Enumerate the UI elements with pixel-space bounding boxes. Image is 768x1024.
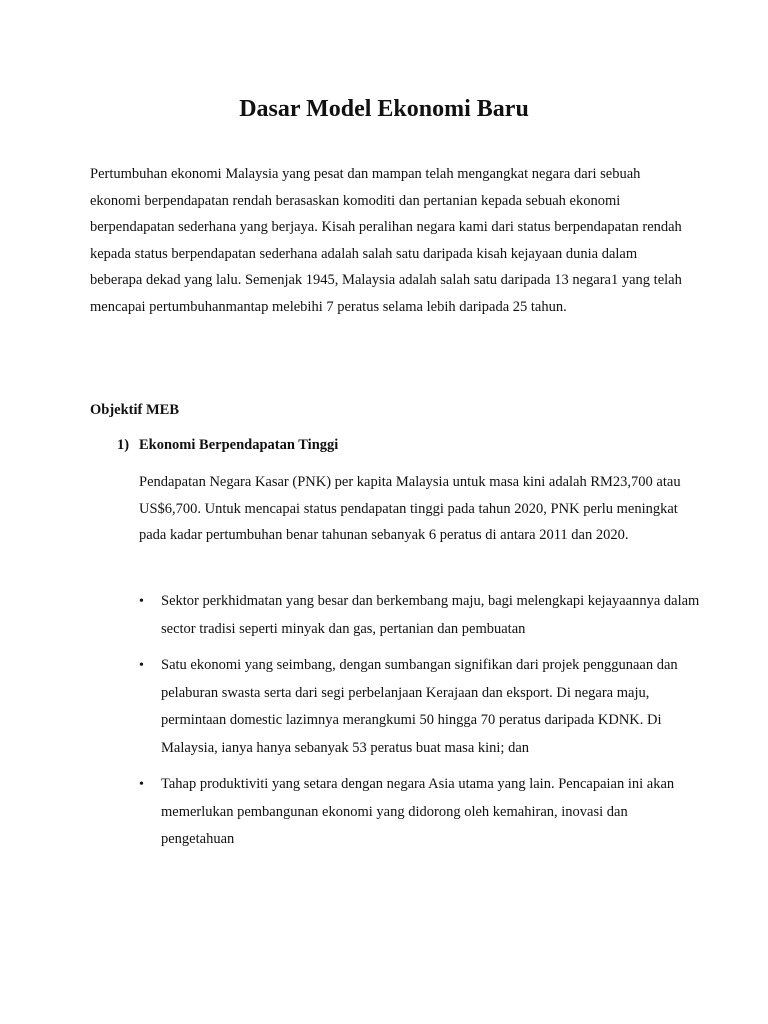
document-title: Dasar Model Ekonomi Baru [239, 96, 529, 122]
intro-paragraph: Pertumbuhan ekonomi Malaysia yang pesat dan mampan telah mengangkat negara dari sebuah ekonomi berpendapatan rendah berasaskan komoditi dan pertanian kepada sebuah ekonomi berpendapatan sederhana yang berjaya. Kisah peralihan negara kami dari status berpendapatan rendah kepada status berpendapatan sederhana adalah salah satu daripada kisah kejayaan dunia dalam beberapa dekad yang lalu. Semenjak 1945, Malaysia adalah salah satu daripada 13 negara1 yang telah mencapai pertumbuhanmantap melebihi 7 peratus selama lebih daripada 25 tahun. [90, 166, 682, 315]
objective-heading [117, 432, 338, 458]
list-item-text: Sektor perkhidmatan yang besar dan berkembang maju, bagi melengkapi kejayaannya dalam sector tradisi seperti minyak dan gas, pertanian dan pembuatan [161, 593, 700, 637]
section-heading: Objektif MEB [90, 402, 180, 418]
list-item-text: Tahap produktiviti yang setara dengan negara Asia utama yang lain. Pencapaian ini akan memerlukan pembangunan ekonomi yang didorong oleh kemahiran, inovasi dan pengetahuan [161, 776, 675, 847]
objective-number: 1) [117, 437, 130, 453]
bullet-icon: • [139, 594, 144, 609]
bullet-icon: • [139, 658, 144, 673]
objective-paragraph: Pendapatan Negara Kasar (PNK) per kapita Malaysia untuk masa kini adalah RM23,700 atau US$6,700. Untuk mencapai status pendapatan tinggi pada tahun 2020, PNK perlu meningkat pada kadar pertumbuhan benar tahunan sebanyak 6 peratus di antara 2011 dan 2020. [139, 474, 681, 544]
bullet-icon: • [139, 777, 144, 792]
objective-label: Ekonomi Berpendapatan Tinggi [139, 437, 339, 453]
list-item-text: Satu ekonomi yang seimbang, dengan sumbangan signifikan dari projek penggunaan dan pelaburan swasta serta dari segi perbelanjaan Kerajaan dan eksport. Di negara maju, permintaan domestic lazimnya merangkumi 50 hingga 70 peratus daripada KDNK. Di Malaysia, ianya hanya sebanyak 53 peratus buat masa kini; dan [161, 657, 678, 756]
